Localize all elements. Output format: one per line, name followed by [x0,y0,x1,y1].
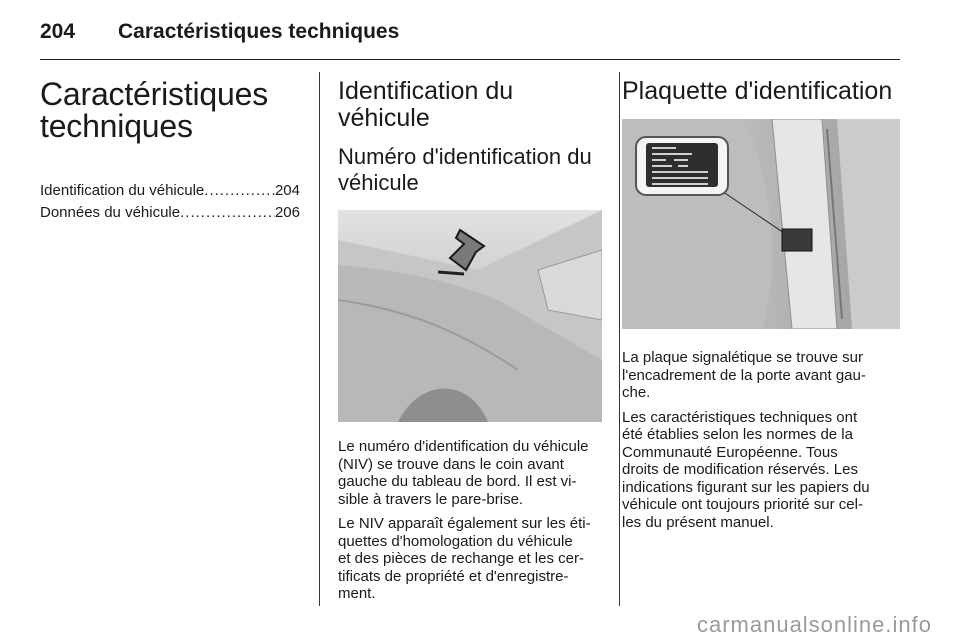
column-divider [619,72,620,606]
column-divider [319,72,320,606]
text-line: sible à travers le pare-brise. [338,490,524,508]
text-line: les du présent manuel. [622,513,774,531]
subsection-heading [338,144,602,196]
id-plate [782,229,812,251]
vin-paragraph [338,438,602,508]
text-line: tificats de propriété et d'enregistre- [338,567,569,585]
section-heading [338,78,602,132]
text-line: ment. [338,585,376,602]
page-header [40,14,900,54]
id-plate-photo [622,119,900,329]
text-line: droits de modification réservés. Les [622,461,858,478]
table-of-contents [40,180,300,224]
toc-label: Données du véhicule [40,204,181,221]
toc-entry[interactable] [40,202,300,224]
chapter-title [40,78,300,142]
text-line: l'encadrement de la porte avant gau- [622,366,866,384]
heading-line: véhicule [338,170,419,195]
page-number: 204 [40,20,76,43]
toc-leader [180,202,275,224]
text-line: quettes d'homologation du véhicule [338,532,573,550]
toc-entry[interactable] [40,180,300,202]
vin-column [338,72,602,610]
text-line: été établies selon les normes de la [622,426,853,443]
id-plate-column [622,72,902,538]
text-line: indications figurant sur les papiers du [622,478,870,496]
toc-label: Identification du véhicule [40,182,205,199]
plate-location-paragraph [622,349,902,402]
text-line: véhicule ont toujours priorité sur cel- [622,496,863,513]
text-line: (NIV) se trouve dans le coin avant [338,455,564,473]
toc-page: 204 [274,182,300,199]
text-line: Communauté Européenne. Tous [622,443,838,461]
door-frame-illustration [622,119,900,329]
windshield-vin-photo [338,210,602,422]
text-line: Le numéro d'identification du véhicule [338,438,589,455]
chapter-title-line: Caractéristiques [40,76,269,112]
windshield-vin-illustration [338,210,602,422]
text-line: che. [622,384,651,401]
toc-leader [204,180,275,202]
running-title: Caractéristiques techniques [118,20,400,43]
text-line: Le NIV apparaît également sur les éti- [338,515,591,532]
vin-labels-paragraph [338,515,602,603]
heading-line: Identification du [338,77,514,105]
text-line: Les caractéristiques techniques ont [622,408,858,426]
text-line: et des pièces de rechange et les cer- [338,550,584,567]
specifications-paragraph [622,409,902,532]
header-rule [40,59,900,60]
toc-page: 206 [274,204,300,221]
text-line: La plaque signalétique se trouve sur [622,349,863,366]
heading-line: Numéro d'identification du [338,144,592,169]
section-heading: Plaquette d'identification [622,77,893,105]
chapter-column [40,72,300,224]
text-line: gauche du tableau de bord. Il est vi- [338,473,577,490]
heading-line: véhicule [338,104,430,132]
chapter-title-line: techniques [40,108,193,144]
watermark: carmanualsonline.info [696,612,932,637]
